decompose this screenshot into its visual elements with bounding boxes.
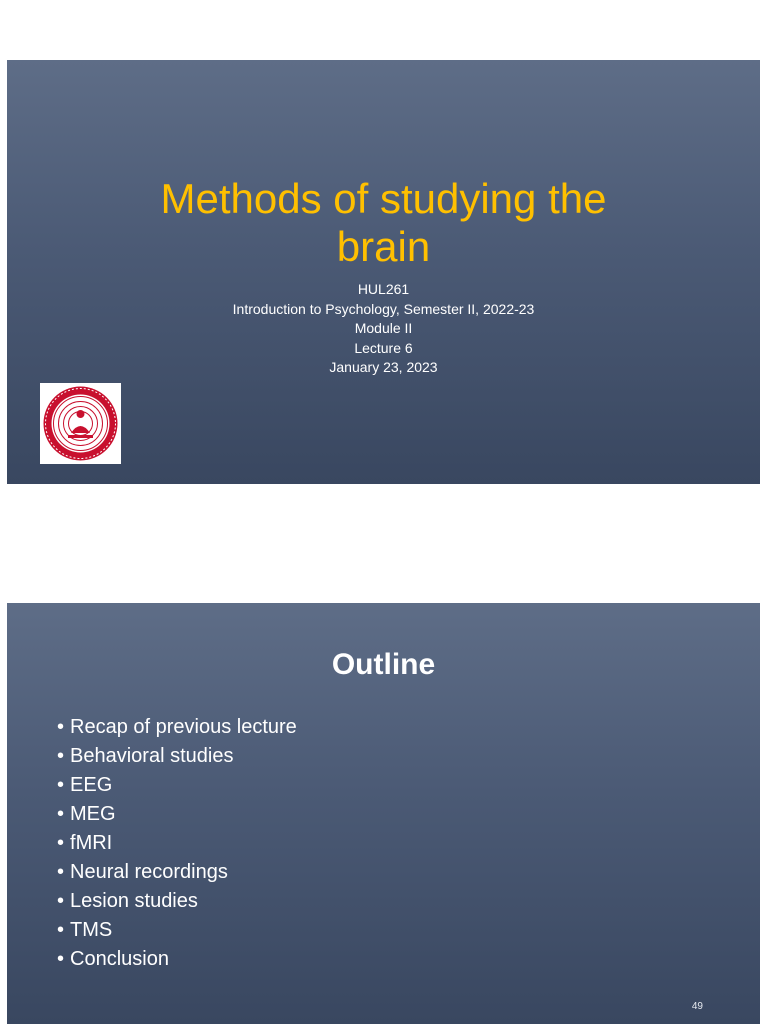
institute-logo <box>40 383 121 464</box>
bullet-icon: • <box>57 803 65 825</box>
list-item-text: Neural recordings <box>70 861 228 883</box>
bullet-icon: • <box>57 774 65 796</box>
list-item <box>57 742 297 771</box>
bullet-icon: • <box>57 948 65 970</box>
list-item-text: Conclusion <box>70 948 169 970</box>
list-item-text: Lesion studies <box>70 890 198 912</box>
bullet-icon: • <box>57 832 65 854</box>
bullet-icon: • <box>57 890 65 912</box>
emblem-icon <box>40 383 121 464</box>
list-item <box>57 945 297 974</box>
list-item-text: MEG <box>70 803 116 825</box>
bullet-icon: • <box>57 919 65 941</box>
module-label: Module II <box>354 320 413 336</box>
lecture-label: Lecture 6 <box>354 339 413 356</box>
list-item-text: Recap of previous lecture <box>70 716 297 738</box>
list-item-text: Behavioral studies <box>70 745 234 767</box>
course-name: Introduction to Psychology, Semester II, 2022-23 <box>232 300 535 317</box>
course-code: HUL261 <box>357 281 410 297</box>
list-item <box>57 916 297 945</box>
list-item <box>57 887 297 916</box>
slide-title: Methods of studying the brain <box>160 175 607 270</box>
list-item <box>57 800 297 829</box>
bullet-icon: • <box>57 861 65 883</box>
list-item <box>57 713 297 742</box>
bullet-icon: • <box>57 716 65 738</box>
list-item <box>57 858 297 887</box>
list-item-text: TMS <box>70 919 113 941</box>
subtitle-block <box>7 280 760 378</box>
list-item-text: EEG <box>70 774 113 796</box>
list-item <box>57 771 297 800</box>
title-slide <box>7 60 760 484</box>
page-number: 49 <box>691 1001 703 1012</box>
outline-list <box>57 713 297 974</box>
lecture-date: January 23, 2023 <box>329 359 438 375</box>
bullet-icon: • <box>57 745 65 767</box>
outline-slide <box>7 603 760 1024</box>
list-item-text: fMRI <box>70 832 113 854</box>
outline-title: Outline <box>331 648 436 681</box>
list-item <box>57 829 297 858</box>
